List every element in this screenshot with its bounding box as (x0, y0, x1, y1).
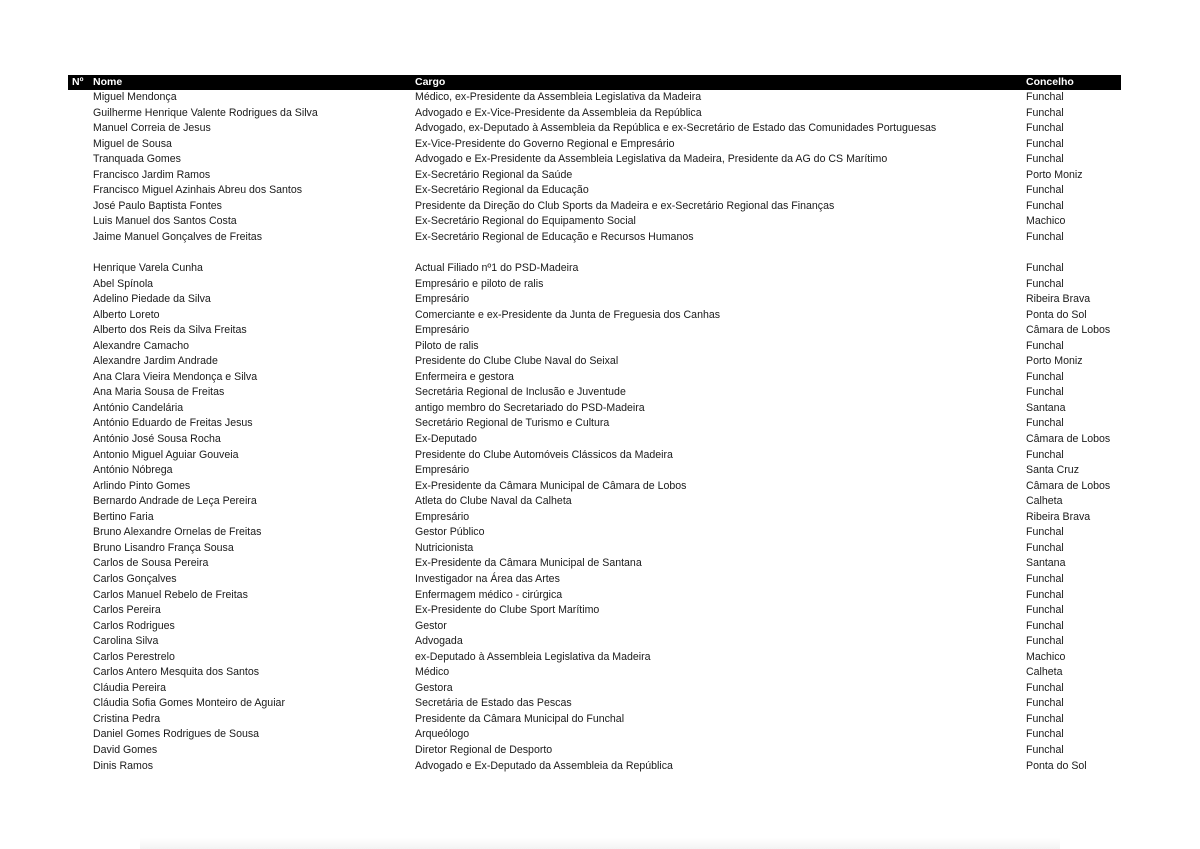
table-row (68, 292, 1121, 308)
cell-concelho: Funchal (1026, 277, 1064, 290)
cell-concelho: Câmara de Lobos (1026, 479, 1111, 492)
table-row (68, 121, 1121, 137)
cell-cargo: Enfermagem médico - cirúrgica (415, 588, 563, 601)
cell-concelho: Funchal (1026, 604, 1064, 617)
table-row (68, 385, 1121, 401)
cell-cargo: Secretária de Estado das Pescas (415, 697, 572, 710)
cell-cargo: Investigador na Área das Artes (415, 572, 560, 585)
cell-nome: Francisco Miguel Azinhais Abreu dos Santos (93, 184, 303, 197)
cell-nome: Jaime Manuel Gonçalves de Freitas (93, 230, 262, 243)
cell-cargo: Ex-Presidente da Câmara Municipal de Câmara de Lobos (415, 479, 687, 492)
cell-nome: Manuel Correia de Jesus (93, 122, 211, 135)
table-row (68, 510, 1121, 526)
table-row (68, 323, 1121, 339)
table-row (68, 168, 1121, 184)
cell-concelho: Funchal (1026, 588, 1064, 601)
cell-concelho: Funchal (1026, 541, 1064, 554)
cell-nome: Carlos Antero Mesquita dos Santos (93, 666, 260, 679)
table-row (68, 137, 1121, 153)
table-group-members (68, 261, 1121, 774)
cell-concelho: Santana (1026, 557, 1066, 570)
cell-cargo: Advogada (415, 635, 463, 648)
table-row (68, 588, 1121, 604)
cell-concelho: Funchal (1026, 572, 1064, 585)
page-edge-shadow (140, 838, 1060, 849)
cell-concelho: Machico (1026, 650, 1066, 663)
header-nome: Nome (93, 76, 123, 88)
cell-cargo: Ex-Presidente da Câmara Municipal de Santana (415, 557, 642, 570)
cell-concelho: Funchal (1026, 122, 1064, 135)
cell-nome: Francisco Jardim Ramos (93, 168, 211, 181)
cell-nome: Antonio Miguel Aguiar Gouveia (93, 448, 239, 461)
table-row (68, 712, 1121, 728)
cell-nome: Arlindo Pinto Gomes (93, 479, 191, 492)
header-num: Nº (72, 76, 84, 88)
cell-concelho: Machico (1026, 215, 1066, 228)
table-row (68, 230, 1121, 246)
table-row (68, 556, 1121, 572)
table-row (68, 743, 1121, 759)
cell-nome: Carlos Perestrelo (93, 650, 175, 663)
cell-nome: Carlos Manuel Rebelo de Freitas (93, 588, 248, 601)
table-row (68, 479, 1121, 495)
cell-cargo: Advogado e Ex-Presidente da Assembleia Legislativa da Madeira, Presidente da AG do CS Marítimo (415, 153, 888, 166)
cell-concelho: Funchal (1026, 91, 1064, 103)
cell-nome: Carolina Silva (93, 635, 159, 648)
cell-nome: Henrique Varela Cunha (93, 262, 203, 275)
cell-cargo: Piloto de ralis (415, 339, 479, 352)
cell-concelho: Funchal (1026, 448, 1064, 461)
cell-concelho: Funchal (1026, 199, 1064, 212)
table-row (68, 603, 1121, 619)
cell-cargo: Comerciante e ex-Presidente da Junta de Freguesia dos Canhas (415, 308, 721, 321)
cell-cargo: Presidente da Câmara Municipal do Funchal (415, 712, 625, 725)
cell-cargo: Empresário e piloto de ralis (415, 277, 544, 290)
cell-concelho: Funchal (1026, 386, 1064, 399)
table-row (68, 494, 1121, 510)
cell-cargo: Empresário (415, 293, 470, 306)
cell-nome: Ana Clara Vieira Mendonça e Silva (93, 370, 258, 383)
table-row (68, 432, 1121, 448)
cell-cargo: Enfermeira e gestora (415, 370, 514, 383)
cell-concelho: Santa Cruz (1026, 464, 1079, 477)
table-group-founders (68, 90, 1121, 245)
cell-concelho: Ribeira Brava (1026, 293, 1091, 306)
table-row (68, 759, 1121, 775)
table-row (68, 199, 1121, 215)
table-row (68, 183, 1121, 199)
cell-nome: Alexandre Camacho (93, 339, 189, 352)
table-row (68, 261, 1121, 277)
cell-concelho: Calheta (1026, 495, 1063, 508)
table-row (68, 339, 1121, 355)
cell-cargo: Presidente do Clube Automóveis Clássicos da Madeira (415, 448, 673, 461)
cell-nome: Alberto Loreto (93, 308, 160, 321)
table-row (68, 665, 1121, 681)
cell-nome: Dinis Ramos (93, 759, 154, 772)
cell-concelho: Funchal (1026, 370, 1064, 383)
table-row (68, 152, 1121, 168)
table-row (68, 681, 1121, 697)
table-row (68, 619, 1121, 635)
cell-nome: António Nóbrega (93, 464, 173, 477)
header-concelho: Concelho (1026, 76, 1074, 88)
cell-concelho: Ponta do Sol (1026, 308, 1087, 321)
cell-nome: Bernardo Andrade de Leça Pereira (93, 495, 257, 508)
table-row (68, 416, 1121, 432)
cell-cargo: Empresário (415, 464, 470, 477)
cell-nome: Cristina Pedra (93, 712, 161, 725)
cell-cargo: Ex-Secretário Regional do Equipamento Social (415, 215, 636, 228)
cell-cargo: Advogado e Ex-Vice-Presidente da Assembleia da República (415, 106, 702, 119)
cell-nome: David Gomes (93, 743, 158, 756)
table-row (68, 90, 1121, 106)
table-row (68, 106, 1121, 122)
cell-nome: Bruno Lisandro França Sousa (93, 541, 234, 554)
cell-concelho: Funchal (1026, 339, 1064, 352)
cell-nome: Adelino Piedade da Silva (93, 293, 211, 306)
group-separator (68, 245, 1121, 261)
cell-nome: Alberto dos Reis da Silva Freitas (93, 324, 247, 337)
cell-cargo: Diretor Regional de Desporto (415, 743, 553, 756)
cell-nome: António Candelária (93, 401, 184, 414)
cell-nome: Cláudia Sofia Gomes Monteiro de Aguiar (93, 697, 285, 710)
cell-nome: Bertino Faria (93, 510, 154, 523)
cell-cargo: Empresário (415, 510, 470, 523)
cell-cargo: Secretário Regional de Turismo e Cultura (415, 417, 610, 430)
table-row (68, 308, 1121, 324)
cell-cargo: antigo membro do Secretariado do PSD-Madeira (415, 401, 645, 414)
cell-concelho: Funchal (1026, 106, 1064, 119)
cell-cargo: Atleta do Clube Naval da Calheta (415, 495, 572, 508)
cell-cargo: Empresário (415, 324, 470, 337)
cell-nome: Carlos de Sousa Pereira (93, 557, 209, 570)
cell-cargo: Presidente do Clube Clube Naval do Seixal (415, 355, 619, 368)
cell-concelho: Funchal (1026, 184, 1064, 197)
cell-concelho: Porto Moniz (1026, 168, 1083, 181)
cell-concelho: Câmara de Lobos (1026, 433, 1111, 446)
cell-concelho: Porto Moniz (1026, 355, 1083, 368)
cell-cargo: Advogado e Ex-Deputado da Assembleia da República (415, 759, 673, 772)
cell-concelho: Funchal (1026, 262, 1064, 275)
cell-concelho: Funchal (1026, 230, 1064, 243)
cell-nome: Bruno Alexandre Ornelas de Freitas (93, 526, 262, 539)
table-row (68, 634, 1121, 650)
cell-cargo: ex-Deputado à Assembleia Legislativa da Madeira (415, 650, 651, 663)
cell-nome: Luis Manuel dos Santos Costa (93, 215, 237, 228)
cell-nome: Alexandre Jardim Andrade (93, 355, 218, 368)
cell-nome: Guilherme Henrique Valente Rodrigues da Silva (93, 106, 318, 119)
cell-cargo: Ex-Presidente do Clube Sport Marítimo (415, 604, 600, 617)
table-row (68, 401, 1121, 417)
cell-nome: Carlos Rodrigues (93, 619, 175, 632)
cell-concelho: Funchal (1026, 681, 1064, 694)
cell-cargo: Arqueólogo (415, 728, 470, 741)
cell-concelho: Funchal (1026, 728, 1064, 741)
table-header (68, 75, 1121, 90)
table-row (68, 277, 1121, 293)
cell-nome: Miguel de Sousa (93, 137, 172, 150)
cell-concelho: Câmara de Lobos (1026, 324, 1111, 337)
cell-concelho: Calheta (1026, 666, 1063, 679)
cell-concelho: Funchal (1026, 526, 1064, 539)
members-table (68, 75, 1121, 774)
table-row (68, 214, 1121, 230)
cell-cargo: Ex-Secretário Regional de Educação e Recursos Humanos (415, 230, 694, 243)
table-row (68, 525, 1121, 541)
table-row (68, 541, 1121, 557)
cell-nome: António Eduardo de Freitas Jesus (93, 417, 253, 430)
cell-cargo: Nutricionista (415, 541, 474, 554)
table-row (68, 463, 1121, 479)
cell-concelho: Funchal (1026, 635, 1064, 648)
cell-concelho: Funchal (1026, 697, 1064, 710)
cell-concelho: Ponta do Sol (1026, 759, 1087, 772)
cell-cargo: Médico, ex-Presidente da Assembleia Legislativa da Madeira (415, 91, 702, 103)
cell-cargo: Gestora (415, 681, 453, 694)
cell-cargo: Presidente da Direção do Club Sports da Madeira e ex-Secretário Regional das Finanças (415, 199, 835, 212)
cell-concelho: Funchal (1026, 619, 1064, 632)
cell-cargo: Actual Filiado nº1 do PSD-Madeira (415, 262, 579, 275)
header-cargo: Cargo (415, 76, 446, 88)
cell-concelho: Funchal (1026, 743, 1064, 756)
cell-nome: Carlos Pereira (93, 604, 161, 617)
cell-cargo: Advogado, ex-Deputado à Assembleia da República e ex-Secretário de Estado das Comunidades Portuguesas (415, 122, 937, 135)
table-row (68, 370, 1121, 386)
cell-cargo: Ex-Vice-Presidente do Governo Regional e Empresário (415, 137, 675, 150)
cell-concelho: Funchal (1026, 137, 1064, 150)
cell-nome: António José Sousa Rocha (93, 433, 221, 446)
cell-nome: Daniel Gomes Rodrigues de Sousa (93, 728, 260, 741)
cell-cargo: Gestor (415, 619, 447, 632)
table-row (68, 354, 1121, 370)
cell-nome: Carlos Gonçalves (93, 572, 177, 585)
cell-nome: Tranquada Gomes (93, 153, 181, 166)
cell-cargo: Ex-Secretário Regional da Saúde (415, 168, 573, 181)
table-row (68, 727, 1121, 743)
cell-concelho: Funchal (1026, 417, 1064, 430)
cell-concelho: Funchal (1026, 712, 1064, 725)
cell-nome: Cláudia Pereira (93, 681, 167, 694)
cell-nome: José Paulo Baptista Fontes (93, 199, 222, 212)
cell-cargo: Gestor Público (415, 526, 485, 539)
cell-cargo: Secretária Regional de Inclusão e Juventude (415, 386, 626, 399)
cell-cargo: Ex-Secretário Regional da Educação (415, 184, 589, 197)
cell-nome: Abel Spínola (93, 277, 154, 290)
cell-nome: Ana Maria Sousa de Freitas (93, 386, 225, 399)
table-row (68, 650, 1121, 666)
cell-nome: Miguel Mendonça (93, 91, 177, 103)
cell-concelho: Ribeira Brava (1026, 510, 1091, 523)
cell-concelho: Funchal (1026, 153, 1064, 166)
cell-concelho: Santana (1026, 401, 1066, 414)
table-row (68, 572, 1121, 588)
cell-cargo: Ex-Deputado (415, 433, 477, 446)
table-row (68, 696, 1121, 712)
cell-cargo: Médico (415, 666, 450, 679)
table-row (68, 448, 1121, 464)
